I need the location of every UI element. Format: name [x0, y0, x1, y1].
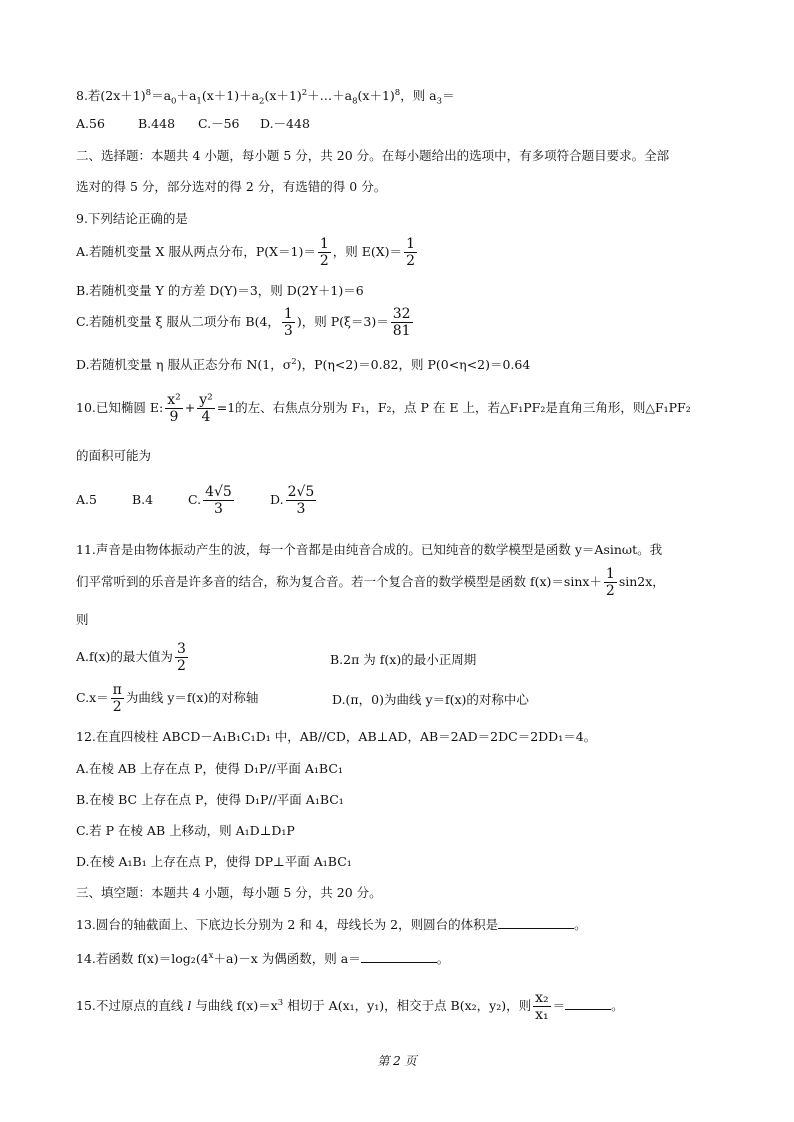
fraction: $\frac{2√5}{3}$ — [287, 484, 315, 517]
q8-option-c: C.－56 — [198, 116, 240, 131]
q10-stem: 10.已知椭圆 E: $\frac{\text{x²}}{9}$ + $\frac{\text{y²}}{4}$ =1的左、右焦点分别为 F₁，F₂，点 P 在 E 上，若△F₁PF₂是直角三角形，则△F₁PF₂ — [76, 392, 691, 425]
fraction: $\frac{\text{x₂}}{\text{x₁}}$ — [535, 990, 549, 1023]
q11-line1: 11.声音是由物体振动产生的波，每一个音都是由纯音合成的。已知纯音的数学模型是函数 y＝Asinωt。我 — [76, 542, 663, 557]
fraction: $\frac{4√5}{3}$ — [205, 484, 232, 517]
fraction: $\frac{1}{3}$ — [283, 306, 293, 339]
q10-options — [76, 484, 318, 517]
q11-option-a: A.f(x)的最大值为 $\frac{3}{2}$ — [76, 641, 186, 674]
q11-option-b: B.2π 为 f(x)的最小正周期 — [330, 652, 477, 667]
answer-blank — [498, 916, 574, 929]
q9-option-c: C.若随机变量 ξ 服从二项分布 B(4， $\frac{1}{3}$ )，则 P(ξ＝3)＝ $\frac{32}{81}$ — [76, 306, 411, 339]
answer-blank — [361, 950, 437, 963]
q9-option-d: D.若随机变量 η 服从正态分布 N(1，$\sigma^2$)，P(η<2)＝0.82，则 P(0<η<2)＝0.64 — [76, 357, 531, 373]
q14: 14.若函数 $f(x)=\log_2(4^x+a)-x$ 为偶函数，则 a＝ 。 — [76, 951, 450, 967]
q12-option-a: A.在棱 AB 上存在点 P，使得 D₁P//平面 A₁BC₁ — [76, 761, 343, 776]
q8-option-b: B.448 — [138, 116, 176, 131]
page-number: 第 2 页 — [377, 1054, 417, 1068]
q8-option-d: D.－448 — [260, 116, 310, 131]
q8-stem: 8.若$(2x+1)^8=a_0+a_1(x+1)+a_2(x+1)^2+\dots+a_8(x+1)^8$，则 $a_3=$ — [76, 88, 455, 107]
section2-line1: 二、选择题：本题共 4 小题，每小题 5 分，共 20 分。在每小题给出的选项中，有多项符合题目要求。全部 — [76, 148, 670, 163]
fraction: $\frac{\text{y²}}{4}$ — [199, 392, 213, 425]
q11-line3: 则 — [76, 612, 89, 627]
q12-stem: 12.在直四棱柱 ABCD－A₁B₁C₁D₁ 中，AB//CD，AB⊥AD，AB＝2AD＝2DC＝2DD₁＝4。 — [76, 729, 597, 744]
fraction: $\frac{1}{2}$ — [319, 236, 329, 269]
q11-option-c: C.x＝ $\frac{\pi}{2}$ 为曲线 y＝f(x)的对称轴 — [76, 682, 259, 715]
q11-line2: 们平常听到的乐音是许多音的结合，称为复合音。若一个复合音的数学模型是函数 f(x)＝sinx＋ $\frac{1}{2}$ sin2x， — [76, 566, 665, 599]
q9-option-a: A.若随机变量 X 服从两点分布，P(X＝1)＝ $\frac{1}{2}$ ，则 E(X)＝ $\frac{1}{2}$ — [76, 236, 415, 269]
fraction: $\frac{\text{x²}}{9}$ — [167, 392, 181, 425]
fraction: $\frac{32}{81}$ — [392, 306, 411, 339]
q11-option-d: D.(π，0)为曲线 y＝f(x)的对称中心 — [332, 692, 529, 707]
q9-stem: 9.下列结论正确的是 — [76, 211, 188, 226]
q8-options — [76, 115, 310, 133]
fraction: $\frac{1}{2}$ — [406, 236, 415, 269]
fraction: $\frac{1}{2}$ — [605, 566, 615, 599]
section3-heading: 三、填空题：本题共 4 小题，每小题 5 分，共 20 分。 — [76, 885, 382, 900]
q12-option-b: B.在棱 BC 上存在点 P，使得 D₁P//平面 A₁BC₁ — [76, 792, 344, 807]
fraction: $\frac{3}{2}$ — [176, 641, 186, 674]
q10-option-d: D. $\frac{2√5}{3}$ — [270, 484, 315, 517]
q9-option-b: B.若随机变量 Y 的方差 D(Y)＝3，则 D(2Y＋1)＝6 — [76, 283, 364, 298]
answer-blank — [565, 997, 611, 1010]
q13: 13.圆台的轴截面上、下底边长分别为 2 和 4，母线长为 2，则圆台的体积是 。 — [76, 917, 587, 932]
q10-option-c: C. $\frac{4√5}{3}$ — [188, 484, 232, 517]
q10-line2: 的面积可能为 — [76, 448, 152, 463]
q10-option-a: A.5 — [76, 492, 97, 507]
q10-option-b: B.4 — [132, 492, 154, 507]
section2-line2: 选对的得 5 分，部分选对的得 2 分，有选错的得 0 分。 — [76, 179, 387, 194]
q12-option-c: C.若 P 在棱 AB 上移动，则 A₁D⊥D₁P — [76, 823, 295, 838]
fraction: $\frac{\pi}{2}$ — [112, 682, 122, 715]
q12-option-d: D.在棱 A₁B₁ 上存在点 P，使得 DP⊥平面 A₁BC₁ — [76, 854, 352, 869]
q8-option-a: A.56 — [76, 116, 105, 131]
q15: 15.不过原点的直线 l 与曲线 $f(x)=x^3$ 相切于 A(x₁，y₁)，相交于点 B(x₂，y₂)，则 $\frac{\text{x₂}}{\text{x₁}}$ ＝ 。 — [76, 990, 624, 1023]
